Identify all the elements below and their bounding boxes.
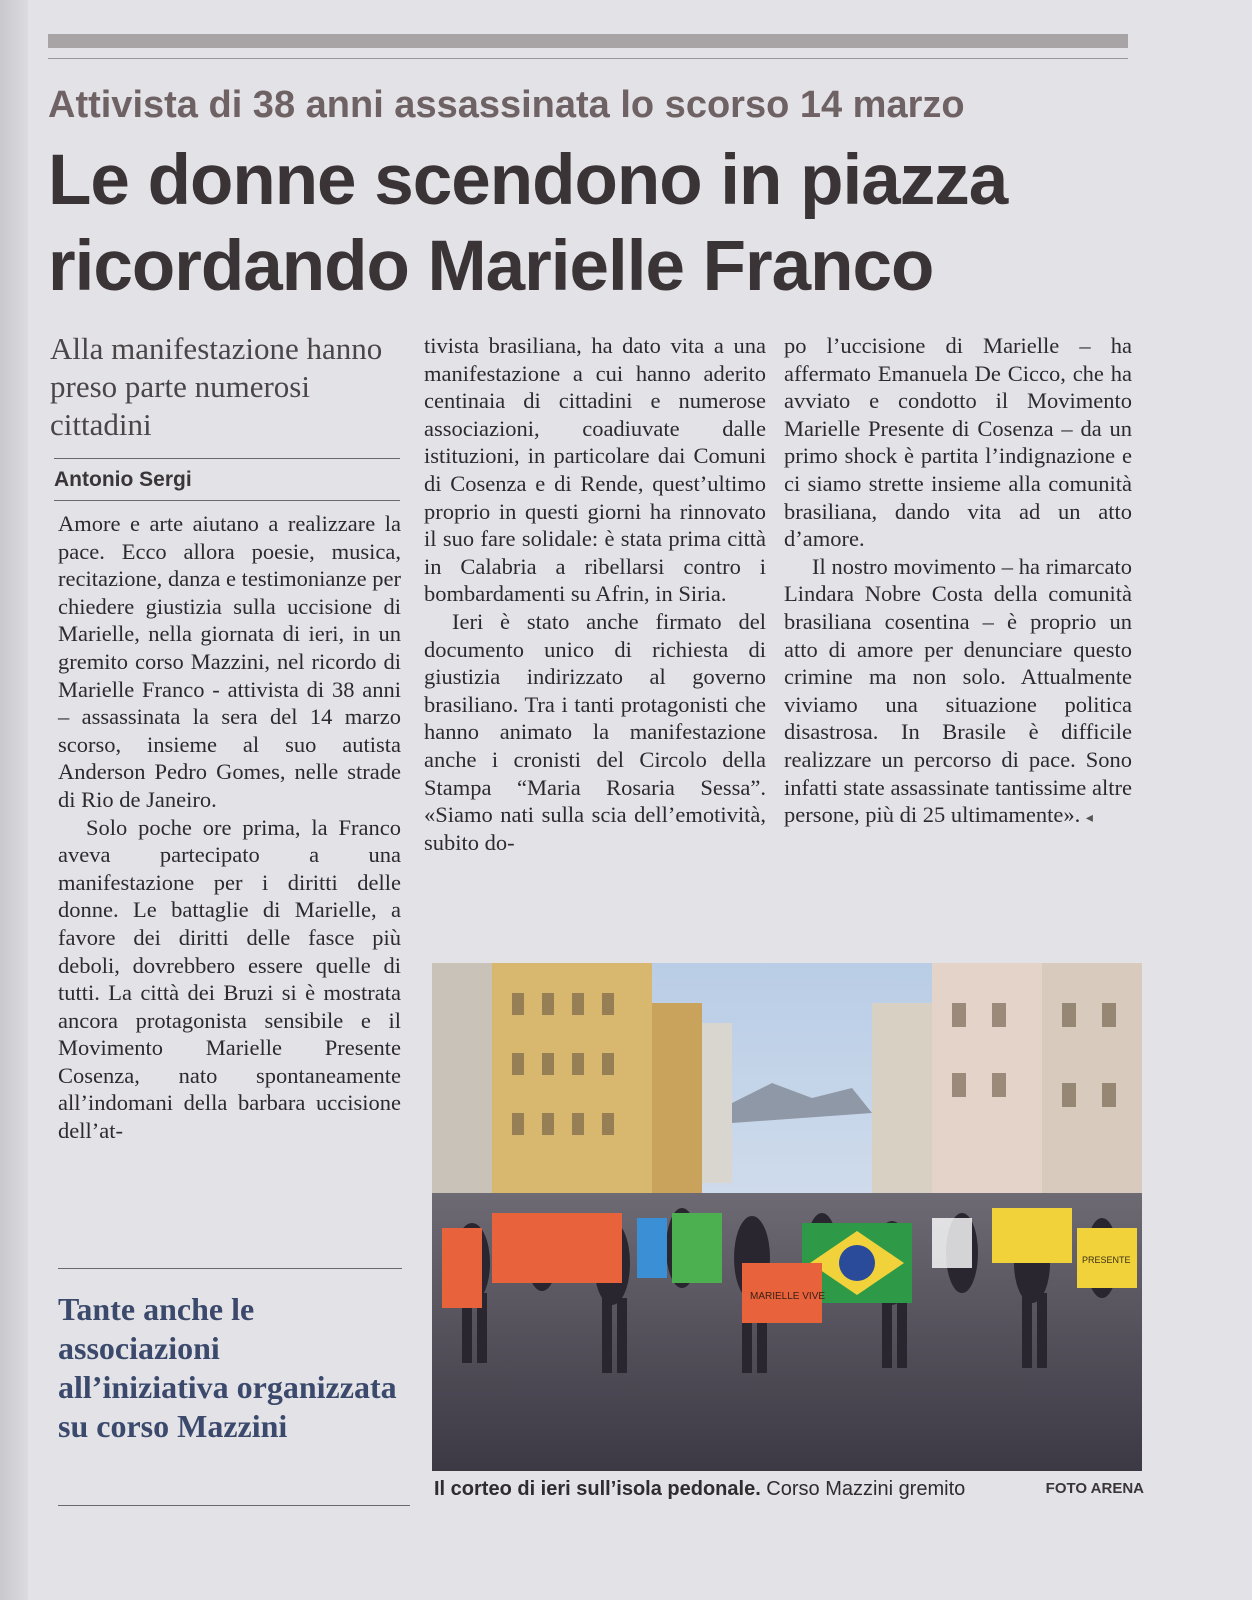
header-band [48, 34, 1128, 48]
paragraph: po l’uccisione di Marielle – ha affermato Emanuela De Cicco, che ha avviato e condotto il Movimento Marielle Presente di Cosenza – da un primo shock è partita l’indignazione e ci siamo strette insieme alla comunità brasiliana, dando vita ad un atto d’amore. [784, 333, 1132, 552]
paragraph-text: Il nostro movimento – ha rimarcato Lindara Nobre Costa della comunità brasiliana cosentina – è proprio un atto di amore per denunciare questo crimine ma non solo. Attualmente viviamo una situazione politica disastrosa. In Brasile è difficile realizzare un percorso di pace. Sono infatti state assassinate tantissime altre persone, più di 25 ultimamente». [784, 553, 1132, 828]
headline [48, 138, 1168, 310]
end-mark-icon: ◂ [1085, 811, 1093, 827]
paragraph [784, 553, 1132, 833]
column-3 [784, 332, 1132, 833]
paragraph: tivista brasiliana, ha dato vita a una manifestazione a cui hanno aderito centinaia di cittadini e numerose associazioni, coadiuvate dalle istituzioni, in particolare dai Comuni di Cosenza e di Rende, quest’ultimo proprio in questi giorni ha rinnovato il suo fare solidale: è stata prima città in Calabria a ribellarsi contro i bombardamenti su Afrin, in Siria. [424, 333, 766, 607]
pullquote-rule-top [58, 1268, 402, 1269]
paragraph: Solo poche ore prima, la Franco aveva partecipato a una manifestazione per i diritti delle donne. Le battaglie di Marielle, a favore dei diritti delle fasce più deboli, dovrebbero essere quelle di tutti. La città dei Bruzi si è mostrata ancora protagonista sensibile e il Movimento Marielle Presente Cosenza, nato spontaneamente all’indomani della barbara uccisione dell’at- [58, 814, 401, 1144]
byline: Antonio Sergi [54, 468, 192, 491]
deck: Alla manifestazione hanno preso parte numerosi cittadini [50, 331, 383, 442]
paragraph: Amore e arte aiutano a realizzare la pace. Ecco allora poesie, musica, recitazione, danza e testimonianze per chiedere giustizia sulla uccisione di Marielle, nella giornata di ieri, in un gremito corso Mazzini, nel ricordo di Marielle Franco - attivista di 38 anni – assassinata la sera del 14 marzo scorso, insieme al suo autista Anderson Pedro Gomes, nelle strade di Rio de Janeiro. [58, 511, 401, 812]
pullquote-rule-bottom [58, 1505, 410, 1506]
byline-rule [54, 500, 400, 501]
kicker: Attivista di 38 anni assassinata lo scorso 14 marzo [48, 84, 965, 126]
photo-credit: FOTO ARENA [1045, 1480, 1144, 1497]
caption-lead: Il corteo di ieri sull’isola pedonale. [434, 1478, 761, 1500]
caption-text: Corso Mazzini gremito [760, 1478, 966, 1500]
header-rule [48, 58, 1128, 59]
column-1 [58, 510, 401, 1145]
sign-text: PRESENTE [1082, 1255, 1131, 1265]
street-march-illustration [432, 963, 1142, 1471]
deck-rule [54, 458, 400, 459]
headline-line-2: ricordando Marielle Franco [48, 227, 934, 306]
paragraph: Ieri è stato anche firmato del documento unico di richiesta di giustizia indirizzato al governo brasiliano. Tra i tanti protagonisti che hanno animato la manifestazione anche i cronisti del Circolo della Stampa “Maria Rosaria Sessa”. «Siamo nati sulla scia dell’emotività, subito do- [424, 608, 766, 855]
photo-caption [434, 1478, 1144, 1501]
news-photo [432, 963, 1142, 1471]
column-2 [424, 332, 766, 856]
headline-line-1: Le donne scendono in piazza [48, 141, 1008, 220]
sign-text: MARIELLE VIVE [750, 1291, 826, 1302]
pull-quote: Tante anche le associazioni all’iniziativa organizzata su corso Mazzini [58, 1291, 397, 1444]
page-edge [0, 0, 28, 1600]
